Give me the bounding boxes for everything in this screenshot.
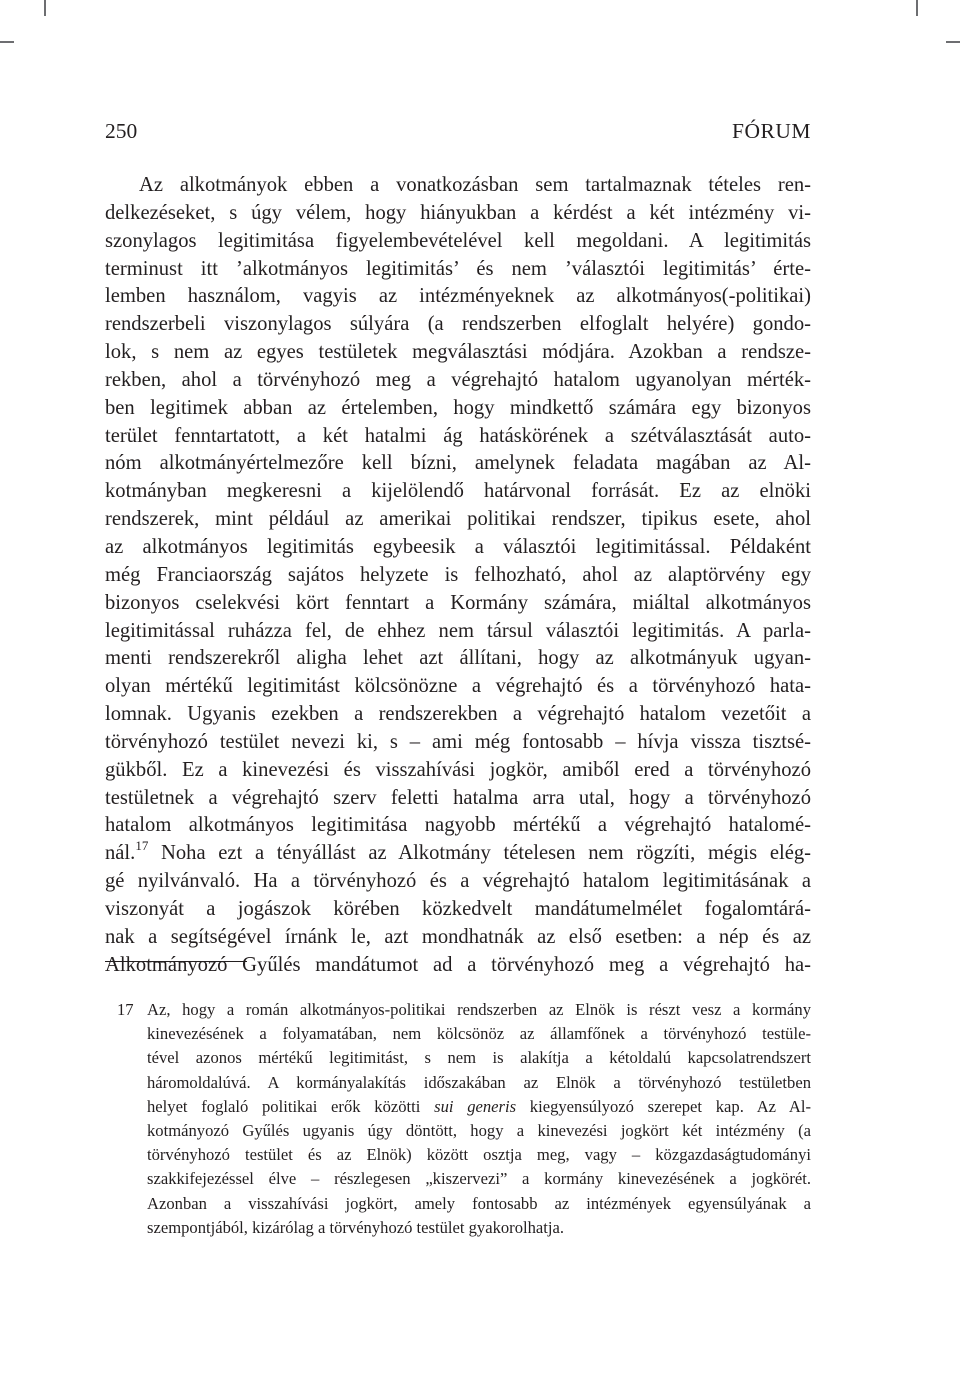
- body-line: Az alkotmányok ebben a vonatkozásban sem tartalmaznak tételes ren-: [139, 174, 811, 196]
- footnote-body: [147, 998, 811, 1240]
- footnote-ref-17[interactable]: 17: [135, 838, 149, 854]
- body-line: gükből. Ez a kinevezési és visszahívási jogkör, amiből ered a törvényhozó: [105, 758, 811, 781]
- body-line: bizonyos cselekvési kört fenntart a Kormány számára, miáltal alkotmányos: [105, 591, 811, 614]
- crop-mark-right-top: [946, 41, 960, 43]
- body-line: lemben használom, vagyis az intézményeknek az alkotmányos(-politikai): [105, 285, 811, 308]
- footnote-italic-term: sui generis: [434, 1096, 517, 1116]
- body-line: viszonyát a jogászok körében közkedvelt mandátumelmélet fogalomtárá-: [105, 897, 811, 920]
- section-title: FÓRUM: [732, 119, 811, 143]
- body-line: törvényhozó testület nevezi ki, s – ami még fontosabb – hívja vissza tisztsé-: [105, 730, 811, 753]
- body-line: még Franciaország sajátos helyzete is felhozható, ahol az alaptörvény egy: [105, 563, 811, 586]
- body-line-rest: Noha ezt a tényállást az Alkotmány tételesen nem rögzíti, mégis elég-: [161, 842, 811, 865]
- footnote-line-start: helyet foglaló politikai erők közötti: [147, 1096, 421, 1116]
- running-header: [105, 116, 811, 146]
- body-line: gé nyilvánvaló. Ha a törvényhozó és a végrehajtó hatalom legitimitásának a: [105, 870, 811, 893]
- body-paragraph: [105, 172, 811, 979]
- body-line: rendszerek, mint például az amerikai politikai rendszer, tipikus esete, ahol: [105, 508, 811, 531]
- body-line: rekben, ahol a törvényhozó meg a végrehajtó hatalom ugyanolyan mérték-: [105, 368, 811, 391]
- body-line-start: nál.: [105, 842, 136, 865]
- crop-mark-top-left: [44, 0, 46, 16]
- footnote-separator: [105, 961, 247, 962]
- body-line: lomnak. Ugyanis ezekben a rendszerekben a végrehajtó hatalom vezetőit a: [105, 703, 811, 726]
- body-line-with-footnote-ref: [105, 840, 811, 868]
- body-line: legitimitással ruházza fel, de ehhez nem társul választói legitimitás. A parla-: [105, 619, 811, 642]
- footnote-line: háromoldalúvá. A kormányalakítás időszakában az Elnök a törvényhozó testületben: [147, 1072, 811, 1092]
- body-line: lok, s nem az egyes testületek megválasztási módjára. Azokban a rendsze-: [105, 341, 811, 364]
- body-line: nóm alkotmányértelmezőre kell bízni, amelynek feladata magában az Al-: [105, 452, 811, 475]
- body-line: terület fenntartatott, a két hatalmi ág hatáskörének a szétválasztását auto-: [105, 424, 811, 447]
- footnote-line-with-italic: [147, 1095, 811, 1119]
- crop-mark-top-right: [916, 0, 918, 16]
- footnote-line: kotmányozó Gyűlés ugyanis úgy döntött, hogy a kinevezési jogkört két intézmény (a: [147, 1120, 811, 1140]
- body-line: testületnek a végrehajtó szerv feletti hatalma arra utal, hogy a törvényhozó: [105, 786, 811, 809]
- body-line: kotmányban megkeresni a kijelölendő határvonal forrását. Ez az elnöki: [105, 480, 811, 503]
- footnote-line: Azonban a visszahívási jogkört, amely fontosabb az intézmények egyensúlyának a: [147, 1193, 811, 1213]
- body-line: rendszerbeli viszonylagos súlyára (a rendszerben elfoglalt helyére) gondo-: [105, 313, 811, 336]
- body-line: delkezéseket, s úgy vélem, hogy hiányukban a kérdést a két intézmény vi-: [105, 201, 811, 224]
- page-number: 250: [105, 119, 138, 143]
- footnote-line-last: szempontjából, kizárólag a törvényhozó testület gyakorolhatja.: [147, 1217, 565, 1237]
- body-line: olyan mértékű legitimitást kölcsönözne a végrehajtó és a törvényhozó hata-: [105, 675, 811, 698]
- footnote-line-end: kiegyensúlyozó szerepet kap. Az Al-: [529, 1096, 811, 1116]
- body-line: menti rendszerekről aligha lehet azt állítani, hogy az alkotmányuk ugyan-: [105, 647, 811, 670]
- body-line: az alkotmányos legitimitás egybeesik a választói legitimitással. Példaként: [105, 535, 811, 558]
- body-line: szonylagos legitimitása figyelembevételével kell megoldani. A legitimitás: [105, 229, 811, 252]
- footnote-line: törvényhozó testület és az Elnök) között osztja meg, vagy – közgazdaságtudományi: [147, 1145, 811, 1165]
- footnote-line: Az, hogy a román alkotmányos-politikai rendszerben az Elnök is részt vesz a kormány: [147, 1000, 811, 1019]
- body-line: ben legitimek abban az értelemben, hogy mindkettő számára egy bizonyos: [105, 396, 811, 419]
- footnote-line: szakkifejezéssel élve – részlegesen „kiszervezi” a kormány kinevezésének a jogkörét.: [147, 1169, 811, 1189]
- footnote-line: kinevezésének a folyamatában, nem kölcsönöz az államfőnek a törvényhozó testüle-: [147, 1024, 811, 1044]
- body-line: nak a segítségével írnánk le, azt mondhatnák az első esetben: a nép és az: [105, 925, 811, 948]
- body-line: Alkotmányozó Gyűlés mandátumot ad a törvényhozó meg a végrehajtó ha-: [105, 953, 811, 976]
- body-line: terminust itt ’alkotmányos legitimitás’ és nem ’választói legitimitás’ érte-: [105, 257, 811, 280]
- crop-mark-left-top: [0, 41, 14, 43]
- body-line: hatalom alkotmányos legitimitása nagyobb mértékű a végrehajtó hatalomé-: [105, 814, 811, 837]
- footnote-line: tével azonos mértékű legitimitást, s nem is alakítja a kétoldalú kapcsolatrendszert: [147, 1048, 811, 1068]
- footnote-number: 17: [117, 1000, 134, 1019]
